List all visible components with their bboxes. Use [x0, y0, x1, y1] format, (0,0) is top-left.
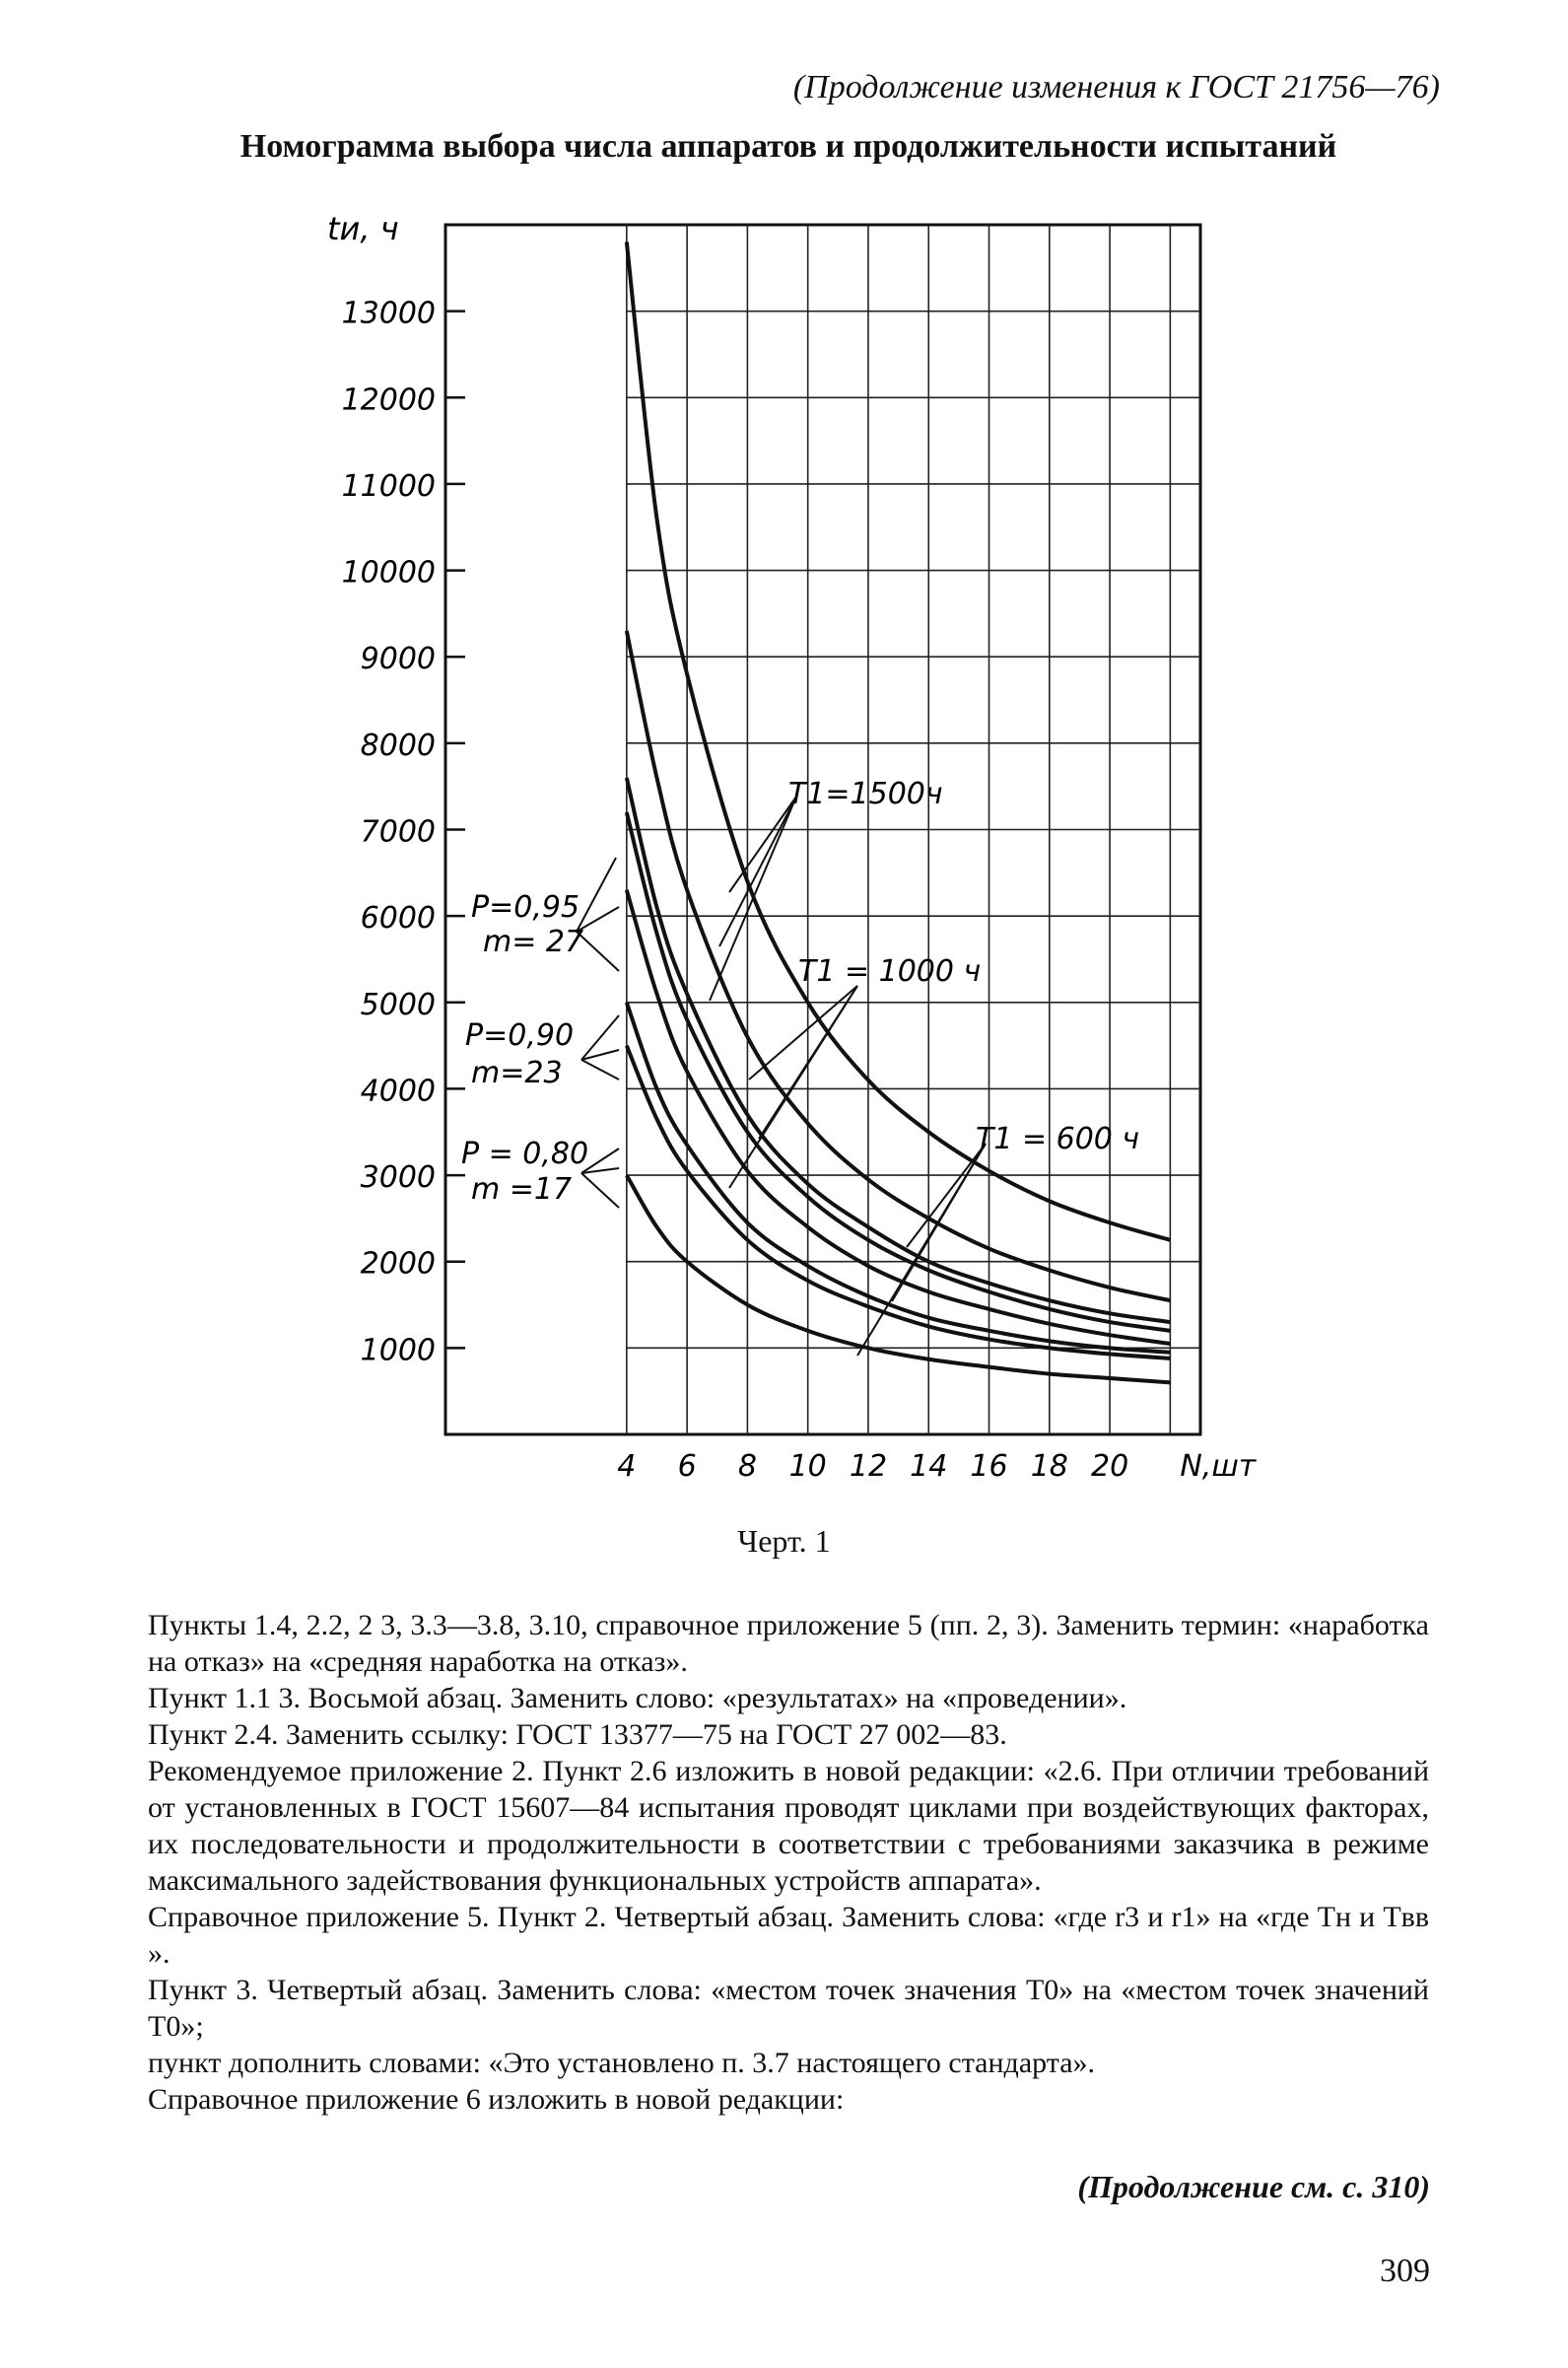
x-tick-label: 18 [1030, 1449, 1068, 1484]
data-curve [627, 1003, 1171, 1353]
x-tick-label: 8 [737, 1449, 757, 1484]
y-tick-label: 8000 [360, 728, 436, 763]
y-tick-label: 6000 [360, 901, 436, 937]
leader-line [907, 1144, 986, 1247]
annotation-p090: P=0,90 [465, 1018, 575, 1053]
data-curve [627, 243, 1171, 1240]
paragraph: Справочное приложение 5. Пункт 2. Четвертый абзац. Заменить слова: «где r3 и r1» на «где Tн и Tвв ». [148, 1901, 1429, 1970]
annotation-m23: m=23 [471, 1056, 563, 1090]
paragraph: Пункт 2.4. Заменить ссылку: ГОСТ 13377—75 на ГОСТ 27 002—83. [148, 1718, 1007, 1751]
continuation-header: (Продолжение изменения к ГОСТ 21756—76) [792, 69, 1440, 105]
leader-line [581, 1173, 619, 1208]
figure-caption: Черт. 1 [737, 1523, 831, 1559]
x-tick-label: 4 [617, 1449, 637, 1484]
leader-line [719, 797, 796, 946]
paragraph: Пункты 1.4, 2.2, 2 3, 3.3—3.8, 3.10, справочное приложение 5 (пп. 2, 3). Заменить термин: «наработка на отказ» на «средняя наработка на отказ». [148, 1609, 1429, 1678]
x-tick-label: 14 [910, 1449, 948, 1484]
chart-ticks [327, 210, 1258, 1484]
page-number: 309 [1380, 2253, 1430, 2289]
continuation-footer: (Продолжение см. с. 310) [1077, 2169, 1430, 2204]
y-tick-label: 10000 [341, 555, 436, 591]
y-tick-label: 3000 [360, 1160, 436, 1196]
leader-line [581, 1060, 619, 1080]
leader-line [749, 986, 857, 1080]
leader-line [581, 1050, 619, 1060]
annotation-t1_1500: T1=1500ч [788, 777, 943, 811]
annotation-t1_600: T1 = 600 ч [976, 1122, 1140, 1156]
annotation-m17: m =17 [471, 1172, 573, 1207]
annotation-p095: P=0,95 [471, 890, 580, 925]
y-tick-label: 4000 [360, 1074, 436, 1109]
paragraph: пункт дополнить словами: «Это установлено п. 3.7 настоящего стандарта». [148, 2047, 1096, 2079]
body-text [148, 1607, 1429, 2118]
annotation-p080: P = 0,80 [461, 1137, 589, 1171]
y-tick-label: 5000 [360, 987, 436, 1022]
annotation-m27: m= 27 [483, 925, 584, 959]
y-tick-label: 9000 [360, 642, 436, 677]
page-title: Номограмма выбора числа аппаратов и продолжительности испытаний [239, 128, 1337, 165]
paragraph: Справочное приложение 6 изложить в новой редакции: [148, 2083, 845, 2116]
leader-line [729, 986, 857, 1188]
x-axis-label: N,шт [1180, 1449, 1257, 1484]
paragraph: Пункт 1.1 3. Восьмой абзац. Заменить слово: «результатах» на «проведении». [148, 1682, 1127, 1714]
x-tick-label: 10 [788, 1449, 827, 1484]
y-tick-label: 7000 [360, 814, 436, 850]
chart-grid [445, 225, 1200, 1434]
x-tick-label: 12 [849, 1449, 888, 1484]
y-tick-label: 12000 [341, 383, 436, 418]
x-tick-label: 16 [970, 1449, 1008, 1484]
annotation-t1_1000: T1 = 1000 ч [798, 954, 982, 989]
x-tick-label: 20 [1090, 1449, 1129, 1484]
y-tick-label: 13000 [341, 296, 436, 331]
y-axis-label: tи, ч [327, 210, 399, 247]
chart-curves [627, 243, 1171, 1383]
leader-line [581, 1015, 619, 1060]
y-tick-label: 11000 [341, 468, 436, 504]
data-curve [627, 812, 1171, 1331]
y-tick-label: 2000 [360, 1246, 436, 1282]
paragraph: Рекомендуемое приложение 2. Пункт 2.6 изложить в новой редакции: «2.6. При отличии требований от установленных в ГОСТ 15607—84 испытания проводят циклами при воздействующих факторах, их последовательности и продолжительности в соответствии с требованиями заказчика в режиме максимального задействования функциональных устройств аппарата». [148, 1755, 1429, 1897]
y-tick-label: 1000 [360, 1333, 436, 1368]
data-curve [627, 778, 1171, 1322]
leader-line [710, 797, 796, 1001]
x-tick-label: 6 [677, 1449, 697, 1484]
paragraph: Пункт 3. Четвертый абзац. Заменить слова: «местом точек значения T0» на «местом точек значений T0»; [148, 1974, 1429, 2043]
